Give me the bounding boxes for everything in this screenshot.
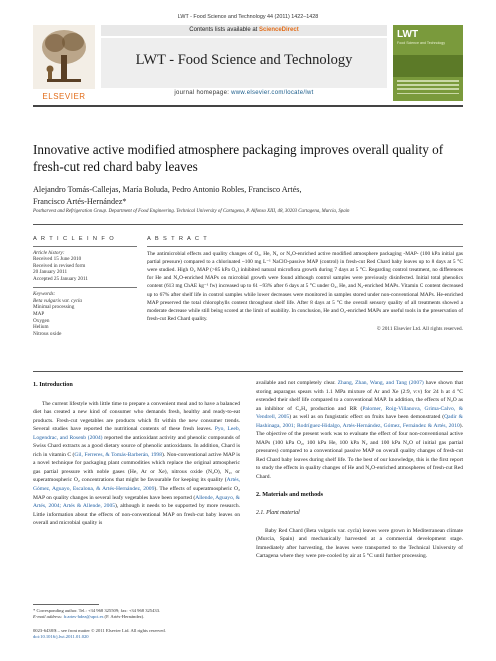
abstract-text: The antimicrobial effects and quality changes of O₂, He, N₂ or N₂O-enriched active modified atmosphere packaging -MAP- (100 kPa initial gas partial pressure) compared to a chlorinated ~100 mg L⁻¹ NaClO-passive MAP (control) in fresh-cut Red Chard baby leaves up to 8 days at 5 °C were studied. High O₂ MAP (>85 kPa O₂) inhibited natural microflora growth during 7 days at 5 °C. Regarding control treatment, no differences for He and N₂O-enriched MAPs on microbial growth were found although control samples were previously disinfected. Initial total phenolics content (613 mg ChAE kg⁻¹ fw) increased up to 61 ~93% after 6 days at 5 °C under O₂, He, and N₂-enriched MAPs. Vitamin C content decreased up to 67% after shelf life in control samples while lower decreases were monitored in samples stored under non-conventional MAPs. He-enriched MAP preserved the total chlorophylls content throughout shelf life. After 8 days at 5 °C the overall sensory quality of all treatments showed a moderate decrease while still being scored at the limit of usability. In conclusion, He and O₂-enriched MAPs are useful tools in the preservation of fresh-cut Red Chard quality.: [147, 250, 463, 323]
running-head: LWT - Food Science and Technology 44 (2011) 1422–1428: [177, 14, 319, 20]
banner-rule: [33, 105, 463, 107]
citation-link[interactable]: Pyo, Leeb, Logendrac, and Rosenb (2004): [33, 426, 240, 441]
citation-link[interactable]: Artés, Gómez, Aguayo, Escalona, & Artés-Hernández, 2009: [33, 477, 240, 493]
history-item: Accepted 25 January 2011: [33, 275, 88, 282]
history-item: Received in revised form: [33, 262, 86, 269]
article-title: Innovative active modified atmosphere packaging improves overall quality of fresh-cut red chard baby leaves: [33, 142, 444, 174]
intro-paragraph: [33, 400, 240, 528]
journal-homepage: [101, 88, 387, 99]
history-label: Article history:: [33, 249, 65, 256]
article-info: [33, 236, 137, 337]
footnotes: [33, 608, 243, 621]
keywords-block: [33, 291, 137, 337]
section-heading-methods: 2. Materials and methods: [256, 490, 324, 498]
article-info-rule: [33, 246, 137, 247]
email-note: [33, 614, 243, 620]
keywords-label: Keywords:: [33, 291, 56, 298]
citation-link[interactable]: Allende, Aguayo, & Artés, 2004; Artés & Allende, 2005: [33, 494, 240, 510]
abstract-heading: A B S T R A C T: [147, 236, 209, 242]
abstract-rule: [147, 246, 463, 247]
footnote-rule: [33, 604, 99, 605]
citation-link[interactable]: Qadir & Hashinaga, 2001; Rodríguez-Hidalgo, Artés-Hernández, Gómez, Fernández & Artés, 2010: [256, 414, 463, 429]
corresponding-author-note: * Corresponding author. Tel.: +34 968 325509; fax: +34 968 325433.: [33, 608, 161, 613]
journal-title: LWT - Food Science and Technology: [135, 52, 353, 68]
banner-center: [101, 25, 387, 101]
text-run: The current lifestyle with little time to prepare a convenient meal and to have a balanced diet has created a new kind of consumer who demands fresh, healthy and ready-to-eat products. Fresh-cut vegetables are products which fit within the new consumer trends. Several studies have reported the nutritional contents of these fresh leaves.: [33, 400, 240, 433]
text-run: reported the antioxidant activity and phenolic compounds of Swiss Chard extracts as a good dietary source of phenolic antioxidants. In addition, Chard is rich in vitamin C (: [33, 434, 240, 458]
text-run: ). The effects of superatmospheric O₂ MAP on quality changes in several leafy vegetables have been reported (: [33, 486, 240, 501]
homepage-link[interactable]: www.elsevier.com/locate/lwt: [231, 90, 314, 96]
subsection-heading-plant-material: 2.1. Plant material: [256, 510, 300, 517]
cover-band: [393, 55, 463, 77]
abstract-bottom-rule: [33, 371, 463, 372]
keyword: Beta vulgaris var. cycla: [33, 297, 82, 304]
email-link[interactable]: fr.artes-hdez@upct.es: [63, 614, 104, 620]
methods-paragraph: Baby Red Chard (Beta vulgaris var. cycla) leaves were grown in Mediterranean climate (Murcia, Spain) and mechanically harvested at a commercial development stage. Immediately after harvesting, the leaves were transported to the Technical University of Cartagena where they were pre-cooled by air at 5 °C until further processing.: [256, 527, 463, 560]
text-run: ). The objective of the present work was to evaluate the effect of four non-conventional active MAPs (100 kPa O₂, 100 kPa He, 100 kPa N₂ and 100 kPa N₂O of initial gas partial pressures) compared to a conventional passive MAP on overall quality changes of fresh-cut Red Chard baby leaves during shelf life. To the best of our knowledge, this is the first report to study the effects in quality changes of He and N₂O-enriched atmospheres of fresh-cut Red Chard.: [256, 422, 463, 481]
keyword: Oxygen: [33, 317, 50, 324]
email-label: E-mail address:: [33, 614, 64, 620]
publisher-name: ELSEVIER: [42, 92, 86, 101]
cover-title: LWT: [397, 29, 419, 40]
citation-link[interactable]: Gil, Ferreres, & Tomás-Barberán, 1998: [74, 451, 162, 458]
section-heading-introduction: 1. Introduction: [33, 381, 73, 388]
keyword: Nitrous oxide: [33, 330, 62, 337]
article-info-heading: A R T I C L E I N F O: [33, 236, 116, 242]
cover-subtitle: Food Science and Technology: [397, 41, 446, 45]
authors-line-2: Francisco Artés-Hernández*: [33, 197, 127, 206]
text-run: ), although it needs to be supported by more research. Little information about the effects of non-conventional MAP on fresh-cut baby leaves on overall and microbial quality is: [33, 503, 240, 527]
title-rule: [33, 224, 463, 225]
abstract: [147, 236, 463, 332]
body-column-right: [256, 379, 463, 561]
elsevier-logo: [33, 25, 95, 101]
journal-banner: [33, 25, 463, 101]
body-column-left: [33, 379, 240, 528]
text-run: available and not completely clear.: [256, 380, 338, 386]
text-run: ). Non-conventional active MAP is a novel technique for packaging plant commodities which replace the original atmospheric gas partial pressure with noble gases (He, Ar or Xe), nitrous oxide (N₂O), N₂, or superatmospheric O₂ concentrations that might be favourable for keeping its quality (: [33, 451, 240, 484]
affiliation: Postharvest and Refrigeration Group. Department of Food Engineering. Technical University of Cartagena, P. Alfonso XIII, 48, 30203 Cartagena, Murcia, Spain: [33, 209, 350, 214]
text-run: ) as well as on fungistatic effect on fruits have been demonstrated (: [289, 414, 445, 421]
intro-paragraph-continued: [256, 379, 463, 482]
authors-line-1: Alejandro Tomás-Callejas, María Boluda, Pedro Antonio Robles, Francisco Artés,: [33, 185, 302, 194]
author-list: [33, 184, 463, 208]
contents-prefix: Contents lists available at: [189, 27, 259, 33]
cover-text-lines: [397, 80, 459, 97]
citation-link[interactable]: Zhang, Zhan, Wang, and Tang (2007): [337, 380, 424, 386]
history-item: 20 January 2011: [33, 269, 68, 276]
keyword: Minimal processing: [33, 304, 75, 311]
email-suffix: (F. Artés-Hernández).: [103, 614, 145, 620]
keyword: MAP: [33, 310, 45, 317]
sciencedirect-link[interactable]: ScienceDirect: [259, 27, 299, 33]
issn-line: 0023-6438/$ – see front matter © 2011 Elsevier Ltd. All rights reserved.: [33, 628, 166, 633]
journal-title-box: [101, 38, 387, 88]
contents-line: [101, 25, 387, 36]
keywords-rule: [33, 287, 137, 288]
citation-link[interactable]: Palomer, Roig-Villanova, Grima-Calvo, & Vendrell, 2005: [256, 405, 464, 421]
homepage-prefix: journal homepage:: [174, 90, 232, 96]
elsevier-tree-icon: [33, 25, 95, 89]
keyword: Helium: [33, 324, 49, 331]
abstract-copyright: © 2011 Elsevier Ltd. All rights reserved.: [376, 326, 463, 333]
doi-link[interactable]: doi:10.1016/j.lwt.2011.01.020: [33, 634, 89, 640]
history-item: Received 15 June 2010: [33, 256, 82, 263]
issn-block: [33, 628, 243, 641]
text-run: have shown that storing asparagus spears with 1.1 MPa mixture of Ar and Xe (2:9, v:v) for 24 h at 4 °C extended their shelf life compared to a conventional MAP. In addition, the effects of N₂O as an inhibitor of C₂H₄ production and RR (: [256, 380, 463, 412]
journal-cover-thumbnail: [393, 25, 463, 101]
